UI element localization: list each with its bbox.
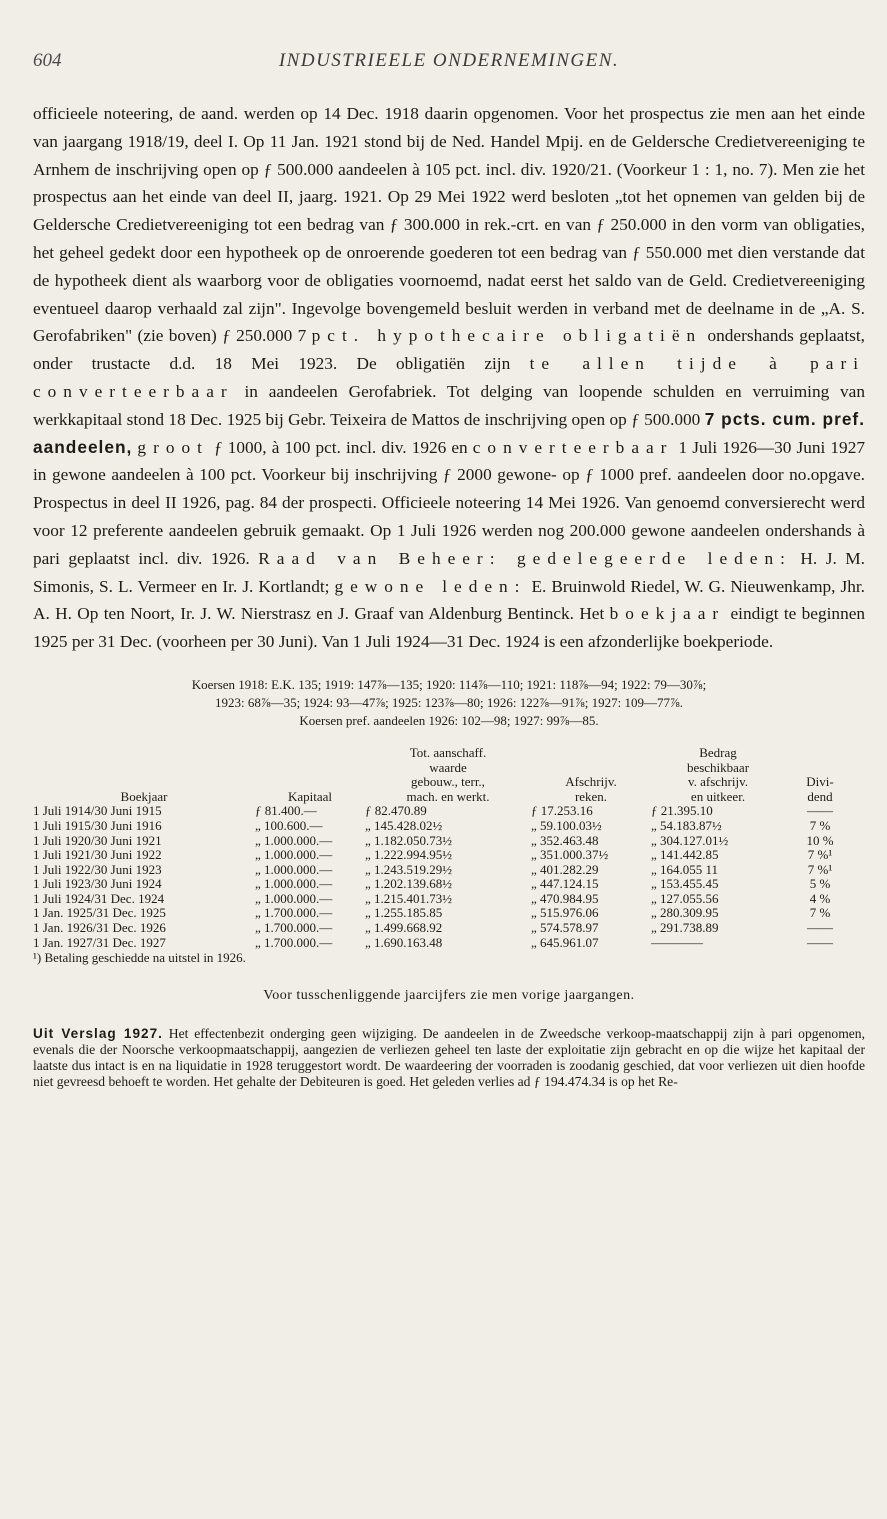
- page-number: 604: [33, 50, 62, 71]
- body-text-8: eindigt te beginnen 1925 per 31 Dec. (voorheen per 30 Juni). Van 1 Juli 1924—31 Dec. 1924 is een afzonderlijke boekperiode.: [33, 604, 866, 652]
- cell-boekjaar: 1 Juli 1923/30 Juni 1924: [33, 876, 162, 892]
- jaarcijfers-note: Voor tusschenliggende jaarcijfers zie men vorige jaargangen.: [263, 988, 635, 1004]
- koersen-line-3: Koersen pref. aandeelen 1926: 102—98; 1927: 99⅞—85.: [299, 712, 599, 728]
- verslag-heading: Uit Verslag 1927.: [33, 1026, 163, 1042]
- cell-afschrijv: „ 645.961.07: [531, 934, 599, 950]
- spaced-emphasis-6: gewone leden:: [334, 576, 527, 596]
- cell-bedrag: „ 141.442.85: [651, 847, 719, 863]
- cell-boekjaar: 1 Juli 1920/30 Juni 1921: [33, 832, 162, 848]
- cell-afschrijv: „ 515.976.06: [531, 905, 599, 921]
- cell-aanschaff: „ 1.222.994.95½: [365, 847, 453, 863]
- cell-dividend: ——: [807, 803, 833, 819]
- cell-dividend: 5 %: [809, 876, 831, 892]
- header-div-l1: Divi-: [806, 774, 834, 790]
- table-row: [33, 892, 855, 907]
- cell-kapitaal: „ 1.000.000.—: [255, 861, 333, 877]
- cell-kapitaal: „ 100.600.—: [255, 817, 323, 833]
- cell-boekjaar: 1 Juli 1921/30 Juni 1922: [33, 847, 162, 863]
- header-afs-l1: Afschrijv.: [565, 774, 617, 790]
- cell-afschrijv: „ 574.578.97: [531, 920, 599, 936]
- cell-aanschaff: „ 1.215.401.73½: [365, 890, 453, 906]
- cell-bedrag: ————: [651, 934, 703, 950]
- cell-afschrijv: „ 351.000.37½: [531, 847, 609, 863]
- cell-boekjaar: 1 Jan. 1927/31 Dec. 1927: [33, 934, 166, 950]
- bold-emphasis: 7 pcts. cum. pref. aandeelen,: [33, 408, 865, 457]
- header-bed-l2: beschikbaar: [686, 759, 750, 775]
- body-text-2: ondershands geplaatst, onder trustacte d.d. 18 Mei 1923. De obligatiën zijn: [33, 326, 865, 374]
- cell-aanschaff: „ 1.499.668.92: [365, 920, 443, 936]
- cell-kapitaal: „ 1.000.000.—: [255, 876, 333, 892]
- header-afs-l2: reken.: [574, 788, 608, 804]
- cell-dividend: 10 %: [806, 832, 834, 848]
- cell-aanschaff: „ 1.202.139.68½: [365, 876, 453, 892]
- body-text-6: H. J. M. Simonis, S. L. Vermeer en Ir. J. Kortlandt;: [33, 548, 865, 596]
- cell-dividend: ——: [807, 934, 833, 950]
- header-tot-l3: gebouw., terr.,: [411, 774, 485, 790]
- body-text-5: 1 Juli 1926—30 Juni 1927 in gewone aandeelen à 100 pct. Voorkeur bij inschrijving ƒ 2000 gewone- op ƒ 1000 pref. aandeelen door no.opgave. Prospectus in deel II 1926, pag. 84 der prospecti. Officieele noteering 14 Mei 1926. Van genoemd conversierecht werd voor 12 preferente aandeelen gebruik gemaakt. Op 1 Juli 1926 werden nog 200.000 gewone aandeelen ondershands à pari geplaatst incl. div. 1926.: [33, 437, 865, 568]
- spaced-emphasis-4: converteerbaar: [472, 437, 674, 457]
- spaced-emphasis-2: te allen tijde à pari converteerbaar: [33, 354, 866, 401]
- cell-afschrijv: „ 59.100.03½: [531, 817, 602, 833]
- header-kapitaal: Kapitaal: [287, 788, 333, 804]
- cell-kapitaal: „ 1.000.000.—: [255, 847, 333, 863]
- spaced-emphasis-5: Raad van Beheer: gedelegeerde leden:: [258, 548, 792, 568]
- cell-bedrag: „ 164.055 11: [651, 861, 719, 877]
- cell-boekjaar: 1 Jan. 1926/31 Dec. 1926: [33, 920, 166, 936]
- cell-aanschaff: „ 1.182.050.73½: [365, 832, 453, 848]
- table-row: [33, 848, 855, 863]
- table-row: [33, 863, 855, 878]
- cell-dividend: 7 %: [809, 905, 831, 921]
- cell-aanschaff: „ 1.690.163.48: [365, 934, 443, 950]
- cell-aanschaff: „ 1.243.519.29½: [365, 861, 453, 877]
- cell-kapitaal: „ 1.000.000.—: [255, 890, 333, 906]
- cell-boekjaar: 1 Juli 1915/30 Juni 1916: [33, 817, 162, 833]
- cell-aanschaff: ƒ 82.470.89: [365, 803, 427, 819]
- table-row: [33, 936, 855, 951]
- main-paragraph: [33, 100, 865, 656]
- cell-boekjaar: 1 Juli 1922/30 Juni 1923: [33, 861, 162, 877]
- table-footnote: ¹) Betaling geschiedde na uitstel in 1926.: [33, 950, 246, 966]
- cell-bedrag: ƒ 21.395.10: [651, 803, 713, 819]
- header-boekjaar: Boekjaar: [120, 788, 168, 804]
- header-div-l2: dend: [807, 788, 833, 804]
- page-header: [33, 50, 865, 90]
- cell-bedrag: „ 54.183.87½: [651, 817, 722, 833]
- header-bed-l1: Bedrag: [699, 744, 737, 760]
- header-tot-l2: waarde: [429, 759, 467, 775]
- spaced-emphasis-3: groot: [137, 437, 209, 457]
- cell-bedrag: „ 304.127.01½: [651, 832, 729, 848]
- cell-aanschaff: „ 1.255.185.85: [365, 905, 443, 921]
- cell-afschrijv: „ 401.282.29: [531, 861, 599, 877]
- cell-bedrag: „ 127.055.56: [651, 890, 719, 906]
- cell-aanschaff: „ 145.428.02½: [365, 817, 443, 833]
- cell-kapitaal: „ 1.700.000.—: [255, 905, 333, 921]
- spaced-emphasis-1: pct. hypothecaire obligatiën: [311, 326, 703, 346]
- cell-dividend: 4 %: [809, 890, 831, 906]
- cell-afschrijv: ƒ 17.253.16: [531, 803, 593, 819]
- cell-dividend: 7 %¹: [807, 861, 833, 877]
- cell-kapitaal: ƒ 81.400.—: [255, 803, 317, 819]
- financial-table: [33, 746, 855, 950]
- body-text-1: officieele noteering, de aand. werden op 14 Dec. 1918 daarin opgenomen. Voor het prospectus zie men aan het einde van jaargang 1918/19, deel I. Op 11 Jan. 1921 stond bij de Ned. Handel Mpij. en de Geldersche Credietvereeniging te Arnhem de inschrijving open op ƒ 500.000 aandeelen à 105 pct. incl. div. 1920/21. (Voorkeur 1 : 1, no. 7). Men zie het prospectus aan het einde van deel II, jaarg. 1921. Op 29 Mei 1922 werd besloten „tot het opnemen van gelden bij de Geldersche Credietvereeniging tot een bedrag van ƒ 300.000 in rek.-crt. en van ƒ 250.000 in den vorm van obligaties, het geheel gedekt door een hypotheek op de onroerende goederen tot een bedrag van ƒ 550.000 met dien verstande dat de hypotheek dient als waarborg voor de obligaties voornoemd, nadat eerst het saldo van de Geld. Credietvereeniging eventueel daarop verhaald zal zijn". Ingevolge bovengemeld besluit werden in verband met de deelname in de „A. S. Gerofabriken" (zie boven) ƒ 250.000 7: [33, 104, 865, 346]
- koersen-block: [33, 676, 865, 730]
- running-title: INDUSTRIEELE ONDERNEMINGEN.: [278, 50, 620, 71]
- cell-afschrijv: „ 470.984.95: [531, 890, 599, 906]
- verslag-text: Het effectenbezit onderging geen wijziging. De aandeelen in de Zweedsche verkoop-maatschappij zijn à pari opgenomen, evenals die der Noorsche verkoopmaatschappij, aangezien de verliezen geheel ten laste der exploitatie zijn gebracht en op die wijze het kapitaal der laatste dus intact is en na liquidatie in 1928 teruggestort wordt. De waardeering der voorraden is zoodanig geschied, dat voor verliezen uit dien hoofde niet gevreesd behoeft te worden. Het gehalte der Debiteuren is goed. Het geleden verlies ad ƒ 194.474.34 is op het Re-: [33, 1026, 866, 1089]
- cell-afschrijv: „ 352.463.48: [531, 832, 599, 848]
- cell-dividend: 7 %: [809, 817, 831, 833]
- koersen-line-1: Koersen 1918: E.K. 135; 1919: 147⅞—135; 1920: 114⅞—110; 1921: 118⅞—94; 1922: 79—30⅞;: [191, 676, 707, 692]
- cell-boekjaar: 1 Juli 1914/30 Juni 1915: [33, 803, 162, 819]
- table-row: [33, 921, 855, 936]
- spaced-emphasis-7: boekjaar: [609, 604, 726, 624]
- table-row: [33, 877, 855, 892]
- cell-kapitaal: „ 1.700.000.—: [255, 920, 333, 936]
- cell-dividend: 7 %¹: [807, 847, 833, 863]
- cell-boekjaar: 1 Juli 1924/31 Dec. 1924: [33, 890, 165, 906]
- header-bed-l3: v. afschrijv.: [687, 774, 749, 790]
- table-row: [33, 906, 855, 921]
- table-row: [33, 804, 855, 819]
- cell-kapitaal: „ 1.700.000.—: [255, 934, 333, 950]
- cell-afschrijv: „ 447.124.15: [531, 876, 599, 892]
- cell-kapitaal: „ 1.000.000.—: [255, 832, 333, 848]
- verslag-paragraph: [33, 1026, 865, 1089]
- cell-dividend: ——: [807, 920, 833, 936]
- body-text-3: in aandeelen Gerofabriek. Tot delging van loopende schulden en verruiming van werkkapitaal stond 18 Dec. 1925 bij Gebr. Teixeira de Mattos de inschrijving open op ƒ 500.000: [33, 381, 865, 429]
- cell-boekjaar: 1 Jan. 1925/31 Dec. 1925: [33, 905, 166, 921]
- header-bed-l4: en uitkeer.: [690, 788, 746, 804]
- header-tot-l4: mach. en werkt.: [406, 788, 490, 804]
- body-text-4: ƒ 1000, à 100 pct. incl. div. 1926 en: [214, 437, 468, 457]
- document-page: [33, 50, 865, 1089]
- table-row: [33, 819, 855, 834]
- cell-bedrag: „ 280.309.95: [651, 905, 719, 921]
- table-row: [33, 834, 855, 849]
- cell-bedrag: „ 291.738.89: [651, 920, 719, 936]
- koersen-line-2: 1923: 68⅞—35; 1924: 93—47⅞; 1925: 123⅞—80; 1926: 122⅞—91⅞; 1927: 109—77⅞.: [214, 694, 683, 710]
- header-tot-l1: Tot. aanschaff.: [409, 744, 487, 760]
- body-text-7: E. Bruinwold Riedel, W. G. Nieuwenkamp, Jhr. A. H. Op ten Noort, Ir. J. W. Nierstrasz en J. Graaf van Aldenburg Bentinck. Het: [33, 576, 865, 624]
- cell-bedrag: „ 153.455.45: [651, 876, 719, 892]
